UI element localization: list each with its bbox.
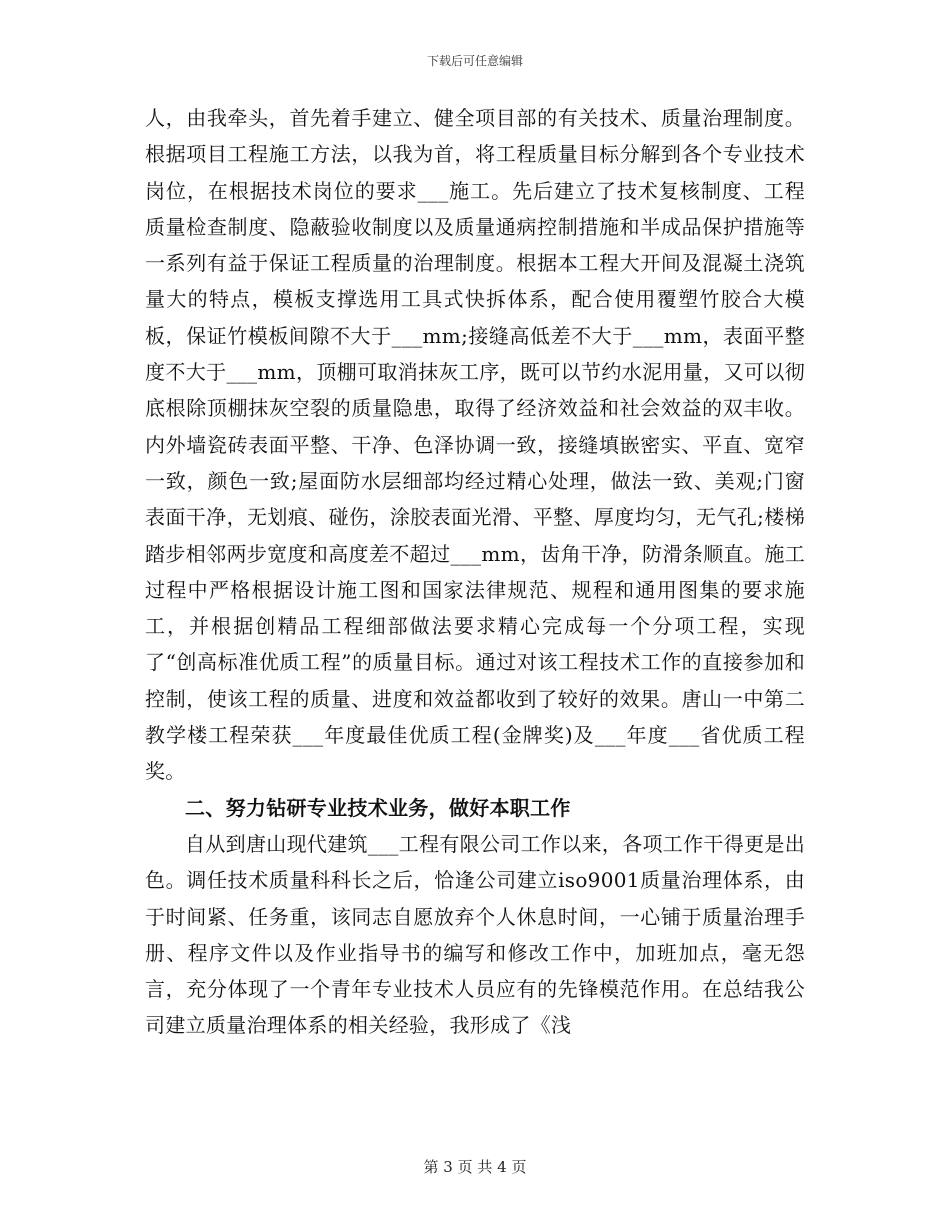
body-paragraph: 人，由我牵头，首先着手建立、健全项目部的有关技术、质量治理制度。根据项目工程施工方法，以我为首，将工程质量目标分解到各个专业技术岗位，在根据技术岗位的要求___施工。先后建立了技术复核制度、工程质量检查制度、隐蔽验收制度以及质量通病控制措施和半成品保护措施等一系列有益于保证工程质量的治理制度。根据本工程大开间及混凝土浇筑量大的特点，模板支撑选用工具式快拆体系，配合使用覆塑竹胶合大模板，保证竹模板间隙不大于___mm;接缝高低差不大于___mm，表面平整度不大于___mm，顶棚可取消抹灰工序，既可以节约水泥用量，又可以彻底根除顶棚抹灰空裂的质量隐患，取得了经济效益和社会效益的双丰收。内外墙瓷砖表面平整、干净、色泽协调一致，接缝填嵌密实、平直、宽窄一致，颜色一致;屋面防水层细部均经过精心处理，做法一致、美观;门窗表面干净，无划痕、碰伤，涂胶表面光滑、平整、厚度均匀，无气孔;楼梯踏步相邻两步宽度和高度差不超过___mm，齿角干净，防滑条顺直。施工过程中严格根据设计施工图和国家法律规范、规程和通用图集的要求施工，并根据创精品工程细部做法要求精心完成每一个分项工程，实现了“创高标准优质工程”的质量目标。通过对该工程技术工作的直接参加和控制，使该工程的质量、进度和效益都收到了较好的效果。唐山一中第二教学楼工程荣获___年度最佳优质工程(金牌奖)及___年度___省优质工程奖。 xyxy=(145,106,805,784)
section-heading: 二、努力钻研专业技术业务，做好本职工作 xyxy=(185,795,571,820)
page-header: 下载后可任意编辑 xyxy=(426,54,523,68)
body-paragraph: 自从到唐山现代建筑___工程有限公司工作以来，各项工作干得更是出色。调任技术质量科科长之后，恰逢公司建立iso9001质量治理体系，由于时间紧、任务重，该同志自愿放弃个人休息时间，一心铺于质量治理手册、程序文件以及作业指导书的编写和修改工作中，加班加点，毫无怨言，充分体现了一个青年专业技术人员应有的先锋模范作用。在总结我公司建立质量治理体系的相关经验，我形成了《浅 xyxy=(145,831,805,1038)
page-footer: 第 3 页 共 4 页 xyxy=(423,1158,527,1176)
document-body xyxy=(145,100,805,1044)
